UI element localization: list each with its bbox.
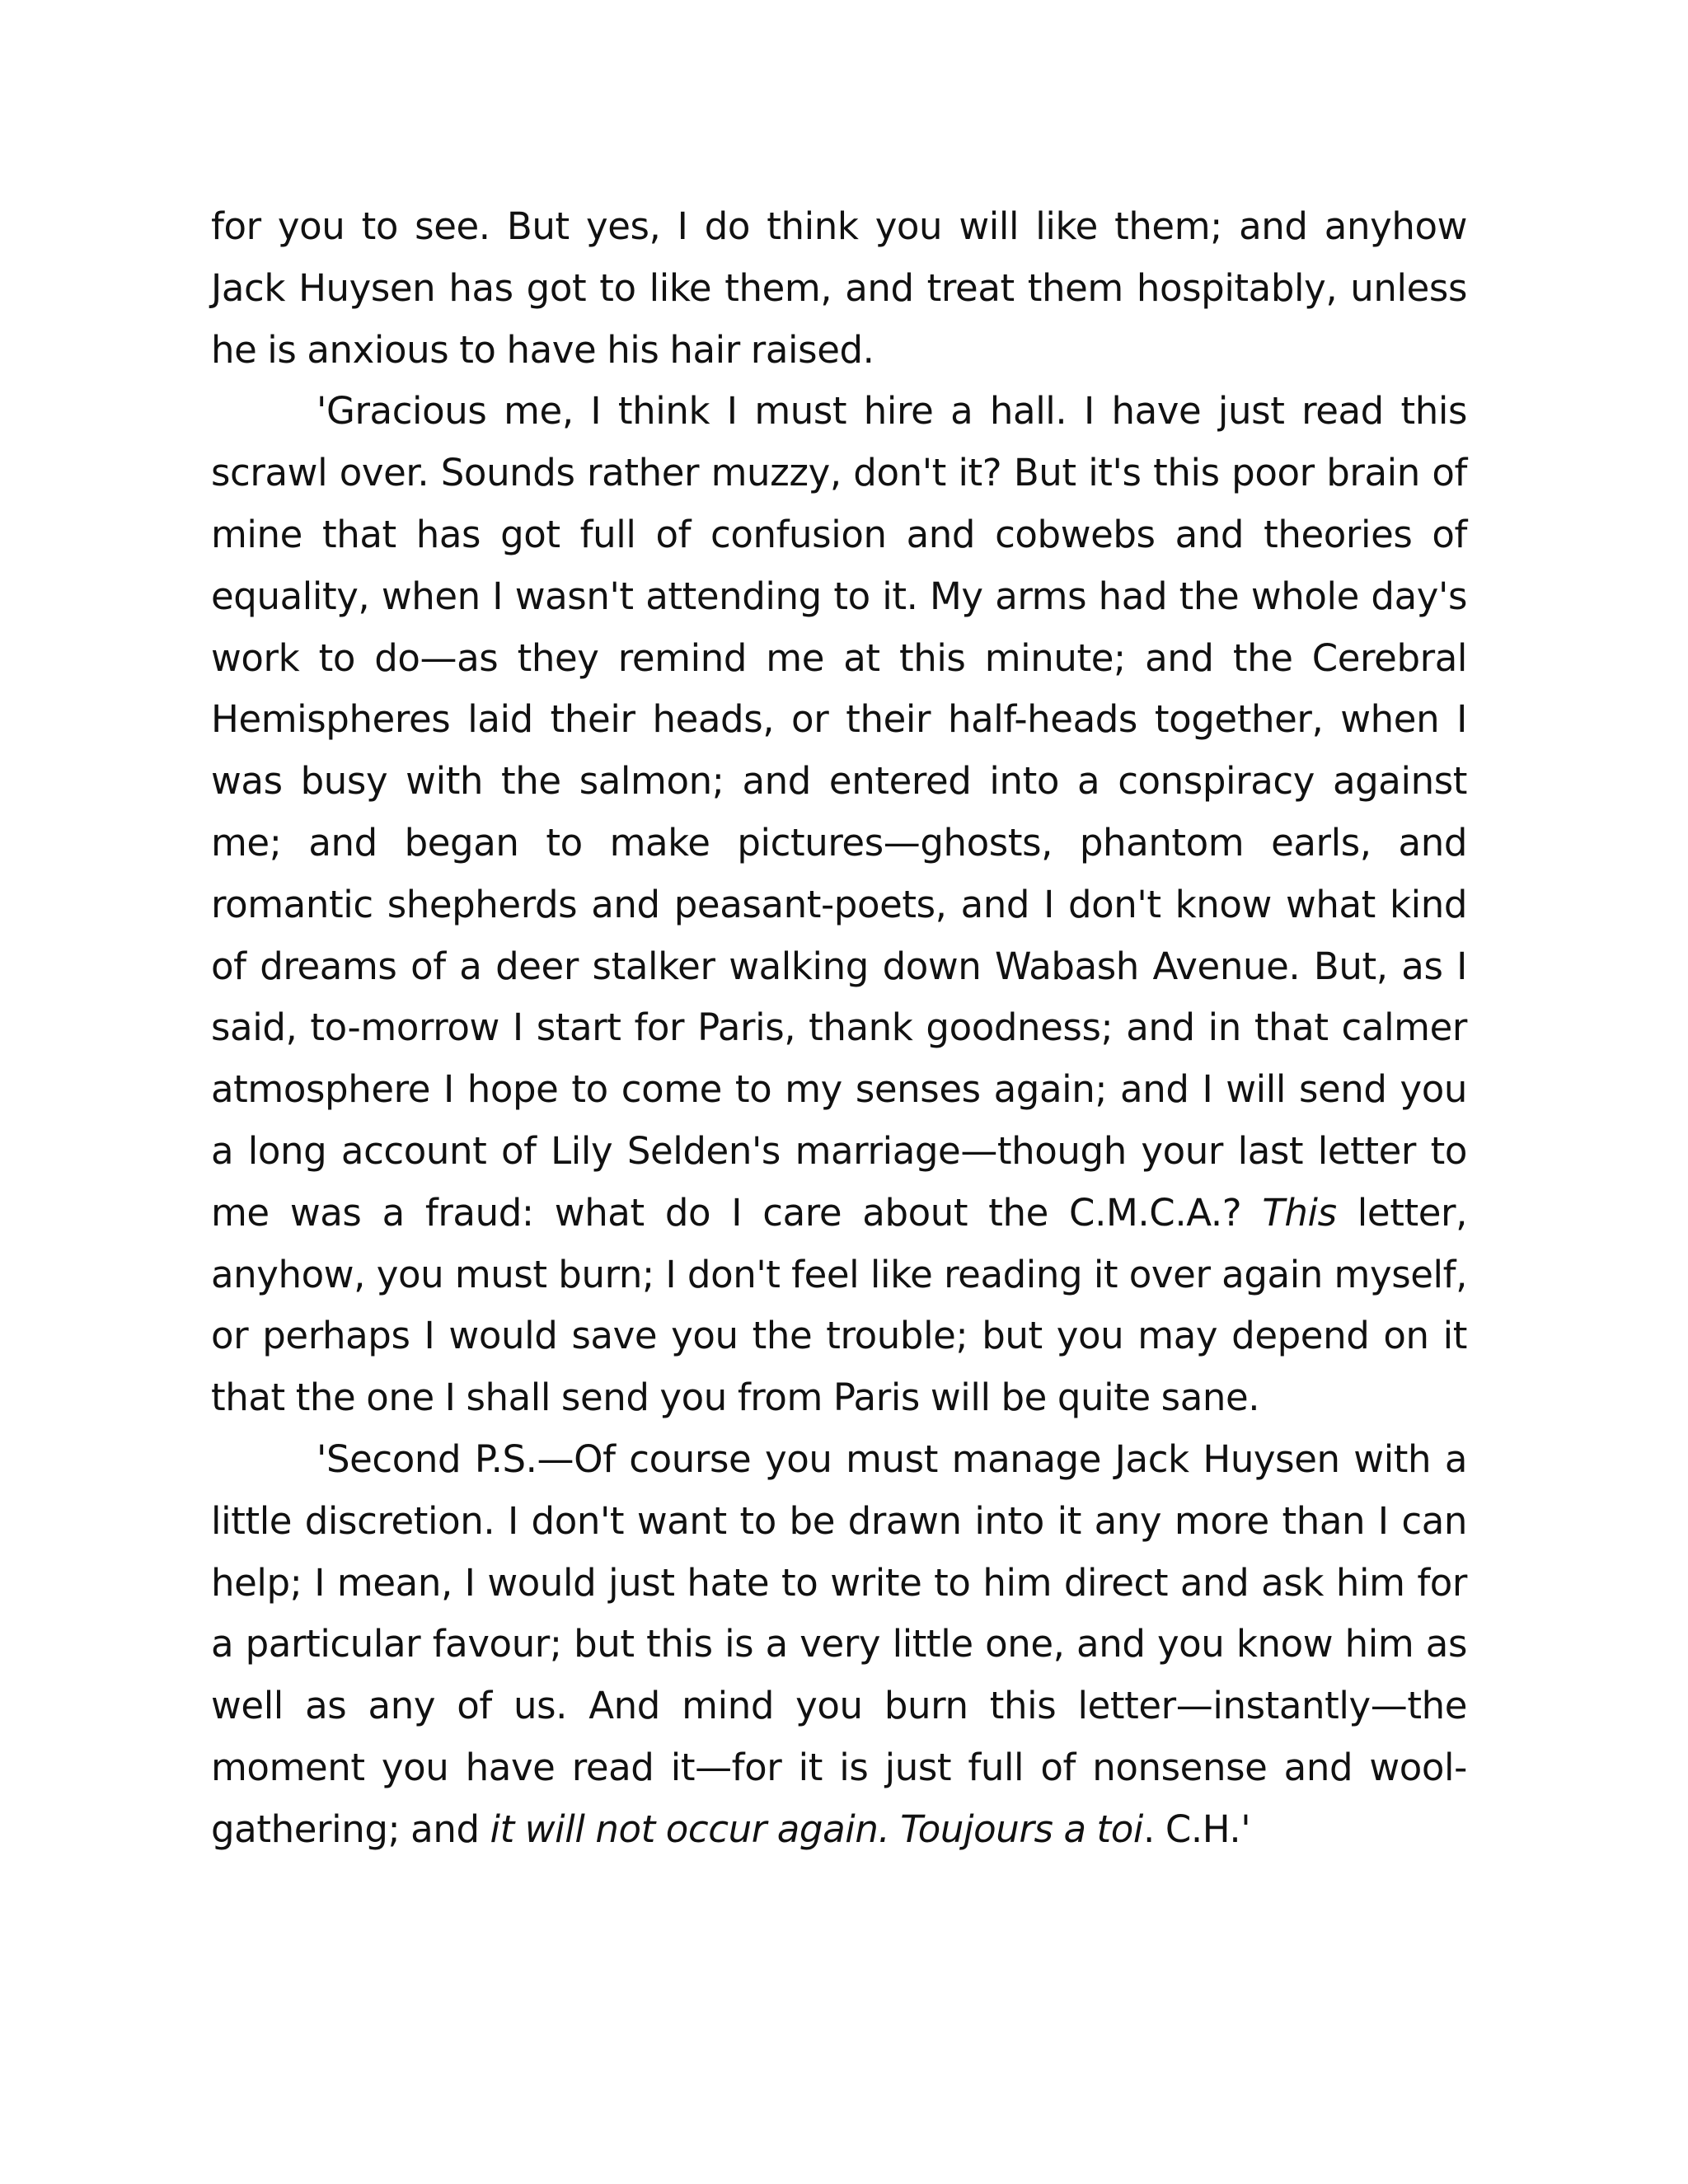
page-body [211,196,1467,1861]
paragraph-1-text: for you to see. But yes, I do think you will like them; and anyhow Jack Huysen has got to like them, and treat them hospitably, unless he is anxious to have his hair raised. [211,204,1467,372]
paragraph-2 [211,381,1467,1429]
paragraph-2-italic: This [1262,1190,1337,1235]
paragraph-2-text-b: letter, anyhow, you must burn; I don't feel like reading it over again myself, or perhaps I would save you the trouble; but you may depend on it that the one I shall send you from Paris will be quite sane. [211,1190,1467,1420]
paragraph-3-italic: it will not occur again. Toujours a toi [490,1807,1144,1851]
paragraph-2-text-a: 'Gracious me, I think I must hire a hall. I have just read this scrawl over. Sounds rather muzzy, don't it? But it's this poor brain of mine that has got full of confusion and cobwebs and theories of equality, when I wasn't attending to it. My arms had the whole day's work to do—as they remind me at this minute; and the Cerebral Hemispheres laid their heads, or their half-heads together, when I was busy with the salmon; and entered into a conspiracy against me; and began to make pictures—ghosts, phantom earls, and romantic shepherds and peasant-poets, and I don't know what kind of dreams of a deer stalker walking down Wabash Avenue. But, as I said, to-morrow I start for Paris, thank goodness; and in that calmer atmosphere I hope to come to my senses again; and I will send you a long account of Lily Selden's marriage—though your last letter to me was a fraud: what do I care about the C.M.C.A.? [211,389,1467,1235]
paragraph-3-text-b: . C.H.' [1143,1807,1251,1851]
paragraph-3 [211,1429,1467,1861]
paragraph-3-text-a: 'Second P.S.—Of course you must manage Jack Huysen with a little discretion. I don't want to be drawn into it any more than I can help; I mean, I would just hate to write to him direct and ask him for a particular favour; but this is a very little one, and you know him as well as any of us. And mind you burn this letter—instantly—the moment you have read it—for it is just full of nonsense and wool-gathering; and [211,1436,1467,1851]
paragraph-1 [211,196,1467,381]
